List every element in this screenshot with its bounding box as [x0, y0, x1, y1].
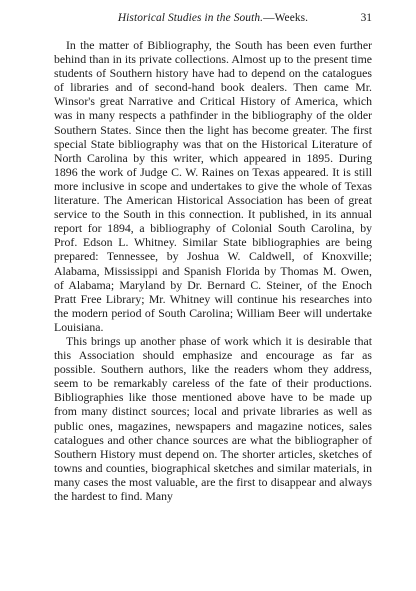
running-title: [54, 9, 372, 27]
page-number: 31: [360, 12, 372, 24]
running-title-text: Historical Studies in the South.: [117, 12, 264, 24]
running-title-author: —Weeks.: [263, 12, 309, 24]
paragraph-bibliography: In the matter of Bibliography, the South has been even further behind than in its private collections. Almost up to the present time students of Southern history have had to depend on the catalogues of libraries and of second-hand book dealers. Then came Mr. Winsor's great Narrative and Critical History of America, which was in many respects a pathfinder in the bibliography of the older Southern States. Since then the light has become greater. The first special State bibliography was that on the Historical Literature of North Carolina by this writer, which appeared in 1895. During 1896 the work of Judge C. W. Raines on Texas appeared. It is still more inclusive in scope and undertakes to give the whole of Texas literature. The American Historical Association has been of great service to the South in this connection. It published, in its annual report for 1894, a bibliography of Colonial South Carolina, by Prof. Edson L. Whitney. Similar State bibliographies are being prepared: Tennessee, by Joshua W. Caldwell, of Knoxville; Alabama, Mississippi and Spanish Florida by Thomas M. Owen, of Alabama; Maryland by Dr. Bernard C. Steiner, of the Enoch Pratt Free Library; Mr. Whitney will continue his researches into the modern period of South Carolina; William Beer will undertake Louisiana.: [54, 38, 372, 334]
page: [54, 9, 372, 503]
paragraph-association: This brings up another phase of work which it is desirable that this Association should emphasize and encourage as far as possible. Southern authors, like the readers whom they address, seem to be remarkably careless of the fate of their productions. Bibliographies like those mentioned above have to be made up from many distinct sources; local and private libraries as well as public ones, magazines, newspapers and magazine notices, sales catalogues and other chance sources are what the bibliographer of Southern History must depend on. The shorter articles, sketches of towns and counties, biographical sketches and similar materials, in many cases the most valuable, are the first to disappear and always the hardest to find. Many: [54, 333, 372, 503]
body-text: [54, 38, 372, 503]
running-head: [54, 9, 372, 27]
